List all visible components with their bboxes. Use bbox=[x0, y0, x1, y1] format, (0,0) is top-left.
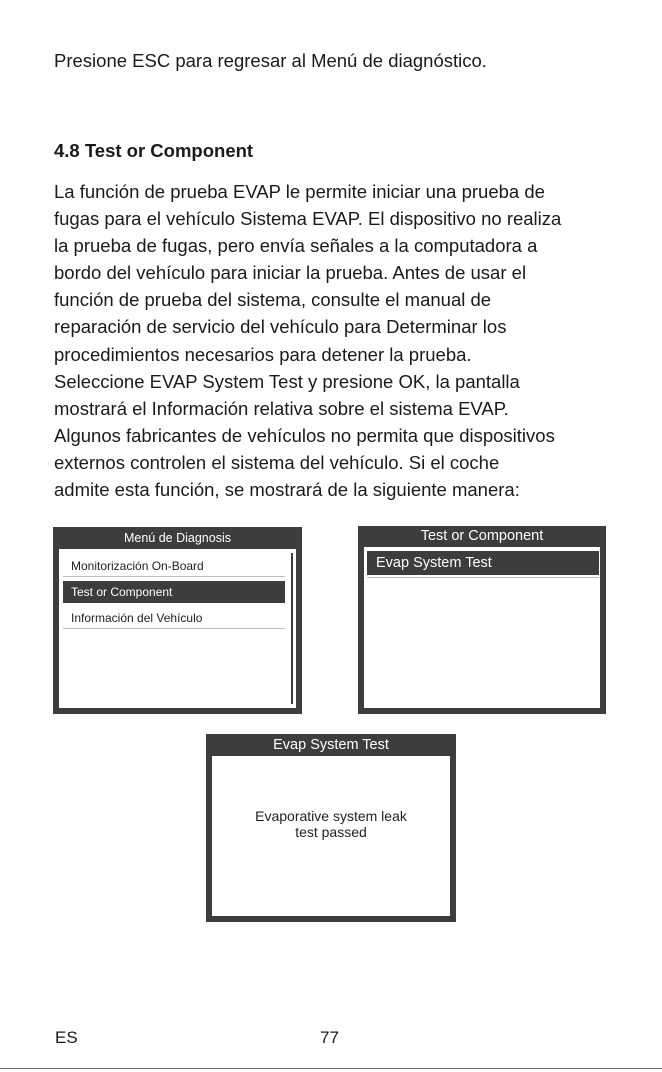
body-line: la prueba de fugas, pero envía señales a la computadora a bbox=[54, 235, 538, 257]
test-component-title: Test or Component bbox=[420, 528, 544, 544]
body-line: externos controlen el sistema del vehículo. Si el coche bbox=[54, 451, 500, 473]
diagnosis-menu-title: Menú de Diagnosis bbox=[123, 531, 231, 545]
diagnosis-menu-screen bbox=[53, 527, 302, 714]
test-component-screen bbox=[358, 526, 606, 714]
menu-item-test-or-component[interactable]: Test or Component bbox=[63, 581, 285, 603]
scrollbar[interactable] bbox=[291, 553, 293, 704]
result-message-line: test passed bbox=[295, 824, 367, 840]
body-paragraph bbox=[54, 178, 634, 503]
body-line: reparación de servicio del vehículo para Determinar los bbox=[54, 316, 507, 338]
page-number: 77 bbox=[320, 1028, 339, 1047]
evap-result-body bbox=[212, 756, 450, 916]
evap-result-screen bbox=[206, 734, 456, 922]
menu-item-evap-system-test[interactable]: Evap System Test bbox=[367, 551, 599, 575]
body-line: Seleccione EVAP System Test y presione OK, la pantalla bbox=[54, 370, 520, 392]
body-line: mostrará el Información relativa sobre el sistema EVAP. bbox=[54, 397, 509, 419]
body-line: admite esta función, se mostrará de la siguiente manera: bbox=[54, 479, 520, 501]
section-heading: 4.8 Test or Component bbox=[54, 140, 254, 161]
test-component-list bbox=[364, 547, 600, 708]
intro-paragraph: Presione ESC para regresar al Menú de diagnóstico. bbox=[54, 50, 487, 71]
body-line: función de prueba del sistema, consulte el manual de bbox=[54, 289, 492, 311]
result-message bbox=[212, 808, 450, 840]
body-line: procedimientos necesarios para detener la prueba. bbox=[54, 343, 472, 365]
body-line: bordo del vehículo para iniciar la prueba. Antes de usar el bbox=[54, 262, 527, 284]
body-line: fugas para el vehículo Sistema EVAP. El dispositivo no realiza bbox=[54, 208, 562, 230]
body-line: La función de prueba EVAP le permite iniciar una prueba de bbox=[54, 181, 545, 202]
body-line: Algunos fabricantes de vehículos no permita que dispositivos bbox=[54, 424, 555, 446]
menu-item-vehicle-info[interactable]: Información del Vehículo bbox=[63, 607, 285, 629]
menu-item-onboard-monitoring[interactable]: Monitorización On-Board bbox=[63, 555, 285, 577]
result-message-line: Evaporative system leak bbox=[255, 808, 407, 824]
list-divider bbox=[367, 577, 599, 578]
evap-result-title: Evap System Test bbox=[273, 737, 389, 753]
bottom-divider bbox=[0, 1068, 662, 1069]
footer-language: ES bbox=[55, 1028, 78, 1047]
diagnosis-menu-list bbox=[59, 549, 296, 708]
